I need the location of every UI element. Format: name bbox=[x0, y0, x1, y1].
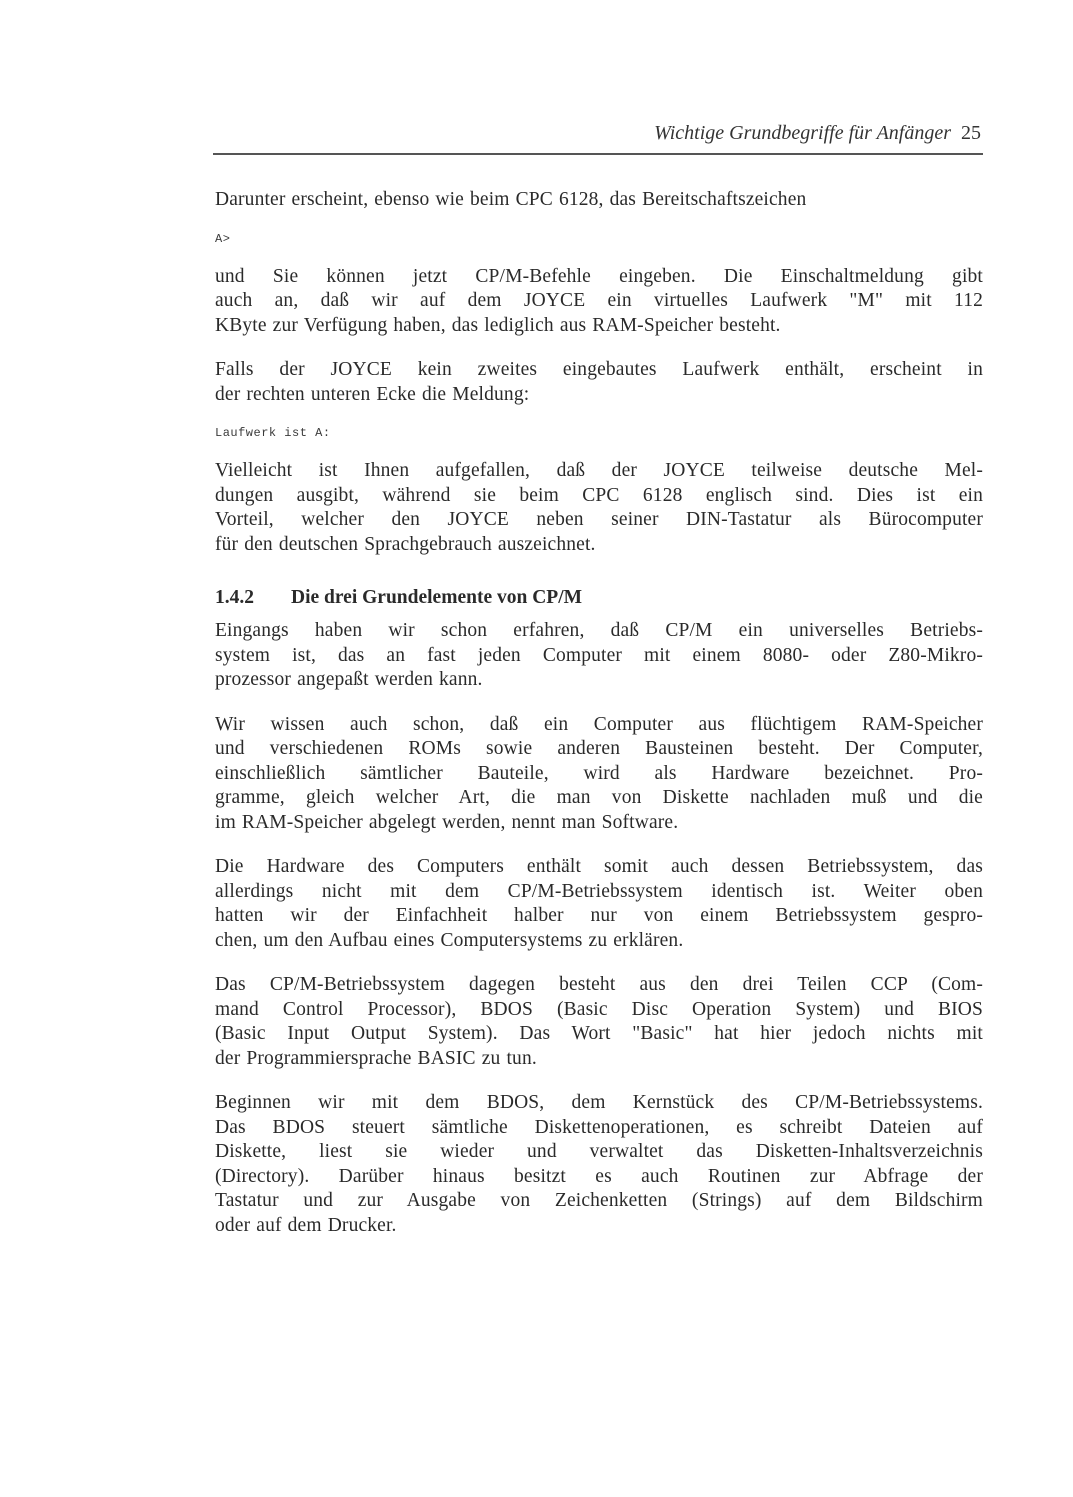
paragraph-line: (Directory). Darüber hinaus besitzt es auch Routinen zur Abfrage der bbox=[215, 1165, 983, 1187]
paragraph-5 bbox=[215, 619, 983, 693]
paragraph-line: oder auf dem Drucker. bbox=[215, 1214, 397, 1236]
paragraph-line: Vorteil, welcher den JOYCE neben seiner DIN-Tastatur als Bürocomputer bbox=[215, 509, 983, 530]
paragraph-3 bbox=[215, 358, 983, 407]
section-title: Die drei Grundelemente von CP/M bbox=[291, 587, 583, 608]
paragraph-line: prozessor angepaßt werden kann. bbox=[215, 669, 483, 690]
paragraph-8 bbox=[215, 973, 983, 1071]
paragraph-line: Wir wissen auch schon, daß ein Computer aus flüchtigem RAM-Speicher bbox=[215, 713, 983, 735]
paragraph-line: chen, um den Aufbau eines Computersystems zu erklären. bbox=[215, 929, 684, 951]
paragraph-line: einschließlich sämtlicher Bauteile, wird als Hardware bezeichnet. Pro- bbox=[215, 762, 983, 784]
paragraph-line: dungen ausgibt, während sie beim CPC 6128 englisch sind. Dies ist ein bbox=[215, 484, 983, 506]
paragraph-line: Falls der JOYCE kein zweites eingebautes Laufwerk enthält, erscheint in bbox=[215, 359, 983, 380]
paragraph-line: Darunter erscheint, ebenso wie beim CPC 6128, das Bereitschaftszeichen bbox=[215, 189, 807, 210]
section-number: 1.4.2 bbox=[215, 587, 254, 608]
paragraph-4 bbox=[215, 459, 983, 557]
paragraph-line: system ist, das an fast jeden Computer mit einem 8080- oder Z80-Mikro- bbox=[215, 644, 983, 666]
paragraph-9 bbox=[215, 1091, 983, 1238]
paragraph-line: Die Hardware des Computers enthält somit auch dessen Betriebssystem, das bbox=[215, 856, 983, 877]
header-rule bbox=[213, 153, 983, 155]
paragraph-line: der rechten unteren Ecke die Meldung: bbox=[215, 383, 530, 405]
paragraph-line: Vielleicht ist Ihnen aufgefallen, daß der JOYCE teilweise deutsche Mel- bbox=[215, 460, 983, 481]
prompt-code: A> bbox=[215, 231, 231, 246]
paragraph-line: Tastatur und zur Ausgabe von Zeichenketten (Strings) auf dem Bildschirm bbox=[215, 1190, 983, 1211]
paragraph-line: (Basic Input Output System). Das Wort "Basic" hat hier jedoch nichts mit bbox=[215, 1023, 983, 1044]
running-header-title: Wichtige Grundbegriffe für Anfänger bbox=[654, 122, 951, 144]
paragraph-line: für den deutschen Sprachgebrauch auszeichnet. bbox=[215, 533, 596, 555]
paragraph-7 bbox=[215, 855, 983, 953]
paragraph-line: der Programmiersprache BASIC zu tun. bbox=[215, 1047, 537, 1069]
section-heading bbox=[215, 585, 983, 611]
paragraph-line: im RAM-Speicher abgelegt werden, nennt man Software. bbox=[215, 811, 679, 833]
paragraph-line: Das CP/M-Betriebssystem dagegen besteht aus den drei Teilen CCP (Com- bbox=[215, 974, 983, 995]
paragraph-1 bbox=[215, 188, 983, 213]
paragraph-line: hatten wir der Einfachheit halber nur von einem Betriebssystem gespro- bbox=[215, 905, 983, 926]
paragraph-2 bbox=[215, 265, 983, 339]
paragraph-line: Das BDOS steuert sämtliche Diskettenoperationen, es schreibt Dateien auf bbox=[215, 1116, 983, 1138]
paragraph-6 bbox=[215, 713, 983, 836]
paragraph-line: und verschiedenen ROMs sowie anderen Bausteinen besteht. Der Computer, bbox=[215, 738, 983, 759]
page-number: 25 bbox=[961, 122, 981, 144]
page-body bbox=[215, 188, 983, 1238]
paragraph-line: und Sie können jetzt CP/M-Befehle eingeben. Die Einschaltmeldung gibt bbox=[215, 265, 983, 287]
paragraph-line: Eingangs haben wir schon erfahren, daß CP/M ein universelles Betriebs- bbox=[215, 620, 983, 641]
running-header bbox=[213, 118, 981, 148]
paragraph-line: Diskette, liest sie wieder und verwaltet das Disketten-Inhaltsverzeichnis bbox=[215, 1141, 983, 1162]
paragraph-line: allerdings nicht mit dem CP/M-Betriebssystem identisch ist. Weiter oben bbox=[215, 880, 983, 902]
paragraph-line: mand Control Processor), BDOS (Basic Disc Operation System) und BIOS bbox=[215, 998, 983, 1020]
drive-message-code: Laufwerk ist A: bbox=[215, 426, 331, 440]
paragraph-line: Beginnen wir mit dem BDOS, dem Kernstück des CP/M-Betriebssystems. bbox=[215, 1092, 983, 1113]
paragraph-line: gramme, gleich welcher Art, die man von Diskette nachladen muß und die bbox=[215, 787, 983, 808]
paragraph-line: auch an, daß wir auf dem JOYCE ein virtuelles Laufwerk "M" mit 112 bbox=[215, 290, 983, 311]
paragraph-line: KByte zur Verfügung haben, das lediglich aus RAM-Speicher besteht. bbox=[215, 314, 781, 336]
